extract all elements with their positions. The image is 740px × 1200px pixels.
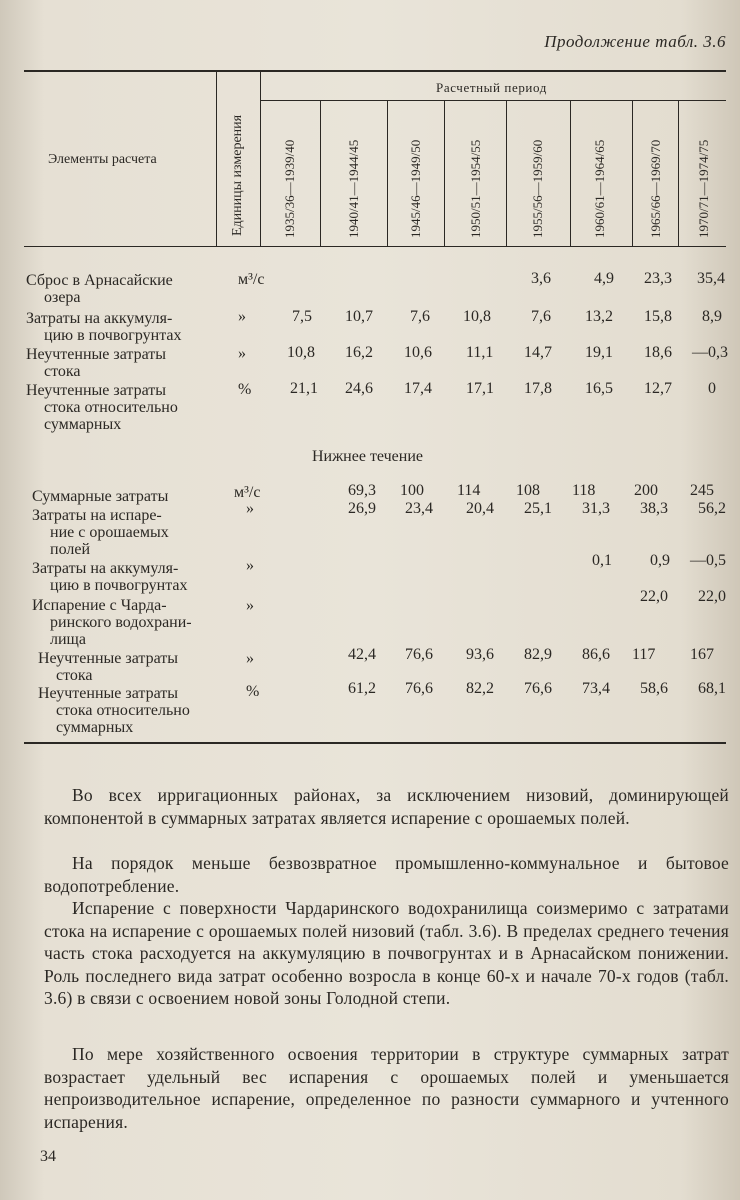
table-header-rule	[24, 246, 726, 247]
value-cell: 117	[632, 646, 656, 663]
section-lower-course: Нижнее течение	[312, 448, 424, 465]
header-elements: Элементы расчета	[48, 152, 157, 167]
header-units: Единицы измерения	[230, 114, 245, 236]
period-header: 1965/66—1969/70	[648, 139, 663, 238]
unit-cell: »	[246, 597, 254, 614]
value-cell: 26,9	[348, 500, 376, 517]
header-divider	[216, 72, 217, 246]
table-row-label: Затраты на аккумуля- цию в почвогрунтах	[32, 560, 188, 594]
value-cell: 17,1	[466, 380, 494, 397]
value-cell: 15,8	[644, 308, 672, 325]
value-cell: 86,6	[582, 646, 610, 663]
value-cell: 7,6	[410, 308, 430, 325]
page-number: 34	[40, 1148, 56, 1165]
value-cell: 69,3	[348, 482, 376, 499]
value-cell: 20,4	[466, 500, 494, 517]
value-cell: 38,3	[640, 500, 668, 517]
value-cell: 14,7	[524, 344, 552, 361]
value-cell: 4,9	[594, 270, 614, 287]
value-cell: 7,5	[292, 308, 312, 325]
value-cell: 82,9	[524, 646, 552, 663]
value-cell: 100	[400, 482, 424, 499]
paragraph: По мере хозяйственного освоения территории в структуре суммарных затрат возрастает удельный вес испарения с орошаемых полей и уменьшается непроизводительное испарение, определенное по разности суммарного и учтенного испарения.	[44, 1044, 729, 1132]
value-cell: 35,4	[697, 270, 725, 287]
value-cell: —0,3	[692, 344, 728, 361]
value-cell: 10,7	[345, 308, 373, 325]
unit-cell: »	[246, 650, 254, 667]
period-header: 1940/41—1944/45	[346, 139, 361, 238]
value-cell: 0,1	[592, 552, 612, 569]
value-cell: 114	[457, 482, 481, 499]
unit-cell: »	[238, 308, 246, 325]
header-divider	[260, 72, 261, 246]
value-cell: 13,2	[585, 308, 613, 325]
paragraph: Во всех ирригационных районах, за исключением низовий, доминирующей компонентой в суммарных затратах является испарение с орошаемых полей.	[44, 785, 729, 828]
table-row-label: Неучтенные затраты стока	[26, 346, 166, 380]
header-divider	[320, 100, 321, 246]
value-cell: 31,3	[582, 500, 610, 517]
unit-cell: м³/с	[234, 484, 261, 501]
table-row-label: Неучтенные затраты стока относительно суммарных	[26, 382, 178, 433]
value-cell: 82,2	[466, 680, 494, 697]
unit-cell: %	[238, 381, 252, 398]
header-divider	[444, 100, 445, 246]
header-divider	[632, 100, 633, 246]
value-cell: 61,2	[348, 680, 376, 697]
table-row-label: Затраты на аккумуля- цию в почвогрунтах	[26, 310, 182, 344]
value-cell: 0,9	[650, 552, 670, 569]
value-cell: 22,0	[640, 588, 668, 605]
value-cell: 93,6	[466, 646, 494, 663]
header-period: Расчетный период	[436, 80, 547, 95]
table-row-label: Испарение с Чарда- ринского водохрани- лища	[32, 597, 192, 648]
value-cell: 24,6	[345, 380, 373, 397]
table-row-label: Неучтенные затраты стока	[38, 650, 178, 684]
period-header: 1935/36—1939/40	[282, 139, 297, 238]
value-cell: 17,8	[524, 380, 552, 397]
value-cell: 21,1	[290, 380, 318, 397]
value-cell: 200	[634, 482, 658, 499]
paragraph: Испарение с поверхности Чардаринского водохранилища соизмеримо с затратами стока на испарение с орошаемых полей низовий (табл. 3.6). В пределах среднего течения часть стока расходуется на аккумуляцию в почвогрунтах и в Арнасайском понижении. Роль последнего вида затрат особенно возросла в конце 60-х и начале 70-х годов (табл. 3.6) в связи с освоением новой зоны Голодной степи.	[44, 898, 729, 1008]
value-cell: 12,7	[644, 380, 672, 397]
value-cell: 11,1	[466, 344, 494, 361]
period-underline	[260, 100, 726, 101]
value-cell: 68,1	[698, 680, 726, 697]
value-cell: 10,8	[463, 308, 491, 325]
value-cell: 19,1	[585, 344, 613, 361]
value-cell: 22,0	[698, 588, 726, 605]
value-cell: 167	[690, 646, 714, 663]
table-bottom-rule	[24, 742, 726, 744]
value-cell: 76,6	[405, 646, 433, 663]
period-header: 1960/61—1964/65	[592, 139, 607, 238]
period-header: 1970/71—1974/75	[696, 139, 711, 238]
value-cell: 25,1	[524, 500, 552, 517]
table-row-label: Неучтенные затраты стока относительно суммарных	[38, 685, 190, 736]
value-cell: 3,6	[531, 270, 551, 287]
value-cell: 10,8	[287, 344, 315, 361]
continuation-caption: Продолжение табл. 3.6	[544, 32, 726, 51]
unit-cell: м³/с	[238, 271, 265, 288]
table-row-label: Суммарные затраты	[32, 488, 169, 505]
unit-cell: %	[246, 683, 260, 700]
period-header: 1955/56—1959/60	[530, 139, 545, 238]
value-cell: 17,4	[404, 380, 432, 397]
period-header: 1945/46—1949/50	[408, 139, 423, 238]
value-cell: 23,3	[644, 270, 672, 287]
header-divider	[570, 100, 571, 246]
value-cell: 73,4	[582, 680, 610, 697]
value-cell: 0	[708, 380, 716, 397]
unit-cell: »	[246, 557, 254, 574]
value-cell: 10,6	[404, 344, 432, 361]
value-cell: 245	[690, 482, 714, 499]
value-cell: 76,6	[405, 680, 433, 697]
value-cell: 58,6	[640, 680, 668, 697]
period-header: 1950/51—1954/55	[468, 139, 483, 238]
value-cell: 18,6	[644, 344, 672, 361]
table-row-label: Сброс в Арнасайские озера	[26, 272, 173, 306]
value-cell: 76,6	[524, 680, 552, 697]
header-divider	[506, 100, 507, 246]
table-top-rule	[24, 70, 726, 72]
unit-cell: »	[246, 500, 254, 517]
value-cell: 118	[572, 482, 596, 499]
value-cell: 42,4	[348, 646, 376, 663]
value-cell: 23,4	[405, 500, 433, 517]
header-divider	[678, 100, 679, 246]
paragraph: На порядок меньше безвозвратное промышленно-коммунальное и бытовое водопотребление.	[44, 853, 729, 896]
value-cell: 7,6	[531, 308, 551, 325]
value-cell: 8,9	[702, 308, 722, 325]
unit-cell: »	[238, 345, 246, 362]
value-cell: 108	[516, 482, 540, 499]
value-cell: 16,5	[585, 380, 613, 397]
value-cell: 56,2	[698, 500, 726, 517]
table-row-label: Затраты на испаре- ние с орошаемых полей	[32, 507, 169, 558]
header-divider	[387, 100, 388, 246]
value-cell: —0,5	[690, 552, 726, 569]
value-cell: 16,2	[345, 344, 373, 361]
